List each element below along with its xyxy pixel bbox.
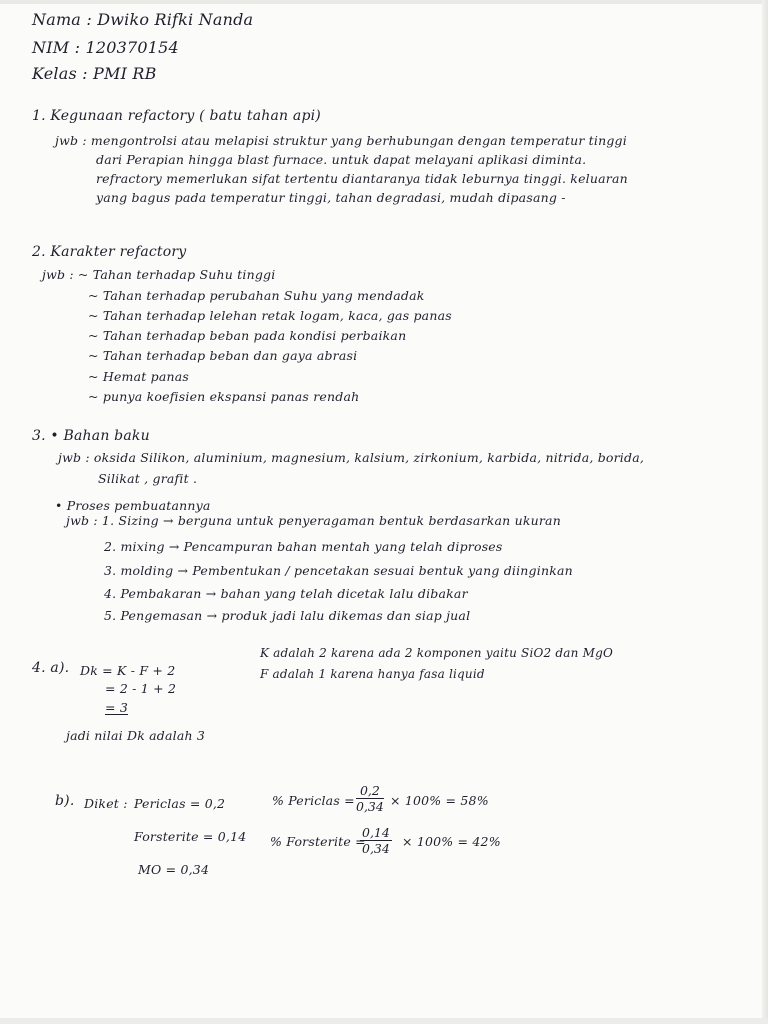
q4b-periclas-given: Periclas = 0,2 — [134, 796, 226, 811]
q4a-note-2: F adalah 1 karena hanya fasa liquid — [260, 667, 485, 681]
header-nama: Nama : Dwiko Rifki Nanda — [32, 10, 254, 29]
q1-line-4: yang bagus pada temperatur tinggi, tahan degradasi, mudah dipasang - — [96, 190, 566, 205]
q2-item-3: ~ Tahan terhadap lelehan retak logam, kaca, gas panas — [88, 308, 452, 323]
q2-item-7: ~ punya koefisien ekspansi panas rendah — [88, 389, 360, 404]
q4b-diket-label: Diket : — [84, 796, 128, 811]
q4b-forsterite-given: Forsterite = 0,14 — [134, 829, 247, 844]
q4a-eq-1: Dk = K - F + 2 — [80, 663, 176, 678]
q4b-periclas-result: × 100% = 58% — [390, 793, 489, 808]
q3-proses-3: 3. molding → Pembentukan / pencetakan sesuai bentuk yang diinginkan — [104, 563, 573, 578]
q2-item-1: jwb : ~ Tahan terhadap Suhu tinggi — [42, 267, 276, 282]
q4a-eq-2: = 2 - 1 + 2 — [105, 681, 177, 696]
q4a-note-1: K adalah 2 karena ada 2 komponen yaitu SiO2 dan MgO — [260, 646, 613, 660]
q1-line-3: refractory memerlukan sifat tertentu diantaranya tidak leburnya tinggi. keluaran — [96, 171, 628, 186]
q3-proses-5: 5. Pengemasan → produk jadi lalu dikemas dan siap jual — [104, 608, 471, 623]
q1-line-2: dari Perapian hingga blast furnace. untuk dapat melayani aplikasi diminta. — [96, 152, 587, 167]
paper-edge-bottom — [0, 1018, 768, 1024]
q4b-periclas-fraction — [356, 784, 384, 814]
q4b-periclas-numerator: 0,2 — [356, 784, 384, 799]
q1-title: 1. Kegunaan refactory ( batu tahan api) — [32, 108, 321, 124]
q4b-forsterite-pct-label: % Forsterite = — [270, 834, 366, 849]
q3-bahan-1: jwb : oksida Silikon, aluminium, magnesium, kalsium, zirkonium, karbida, nitrida, borida, — [58, 450, 645, 465]
q2-item-4: ~ Tahan terhadap beban pada kondisi perbaikan — [88, 328, 407, 343]
q4b-forsterite-fraction — [360, 826, 392, 856]
q4a-label: 4. a). — [32, 660, 70, 676]
q3-proses-title: • Proses pembuatannya — [55, 498, 211, 513]
q3-proses-2: 2. mixing → Pencampuran bahan mentah yang telah diproses — [104, 539, 503, 554]
header-kelas: Kelas : PMI RB — [32, 64, 157, 83]
paper-edge-top — [0, 0, 768, 4]
paper-edge-right — [762, 0, 768, 1024]
q2-item-5: ~ Tahan terhadap beban dan gaya abrasi — [88, 348, 358, 363]
header-nim: NIM : 120370154 — [32, 38, 179, 57]
q4a-conclusion: jadi nilai Dk adalah 3 — [66, 728, 206, 743]
q1-line-1: jwb : mengontrolsi atau melapisi struktur yang berhubungan dengan temperatur tinggi — [55, 133, 627, 148]
q4b-periclas-pct-label: % Periclas = — [272, 793, 355, 808]
q3-bahan-2: Silikat , grafit . — [98, 471, 198, 486]
q2-item-2: ~ Tahan terhadap perubahan Suhu yang mendadak — [88, 288, 425, 303]
q4b-forsterite-numerator: 0,14 — [362, 825, 390, 840]
q2-title: 2. Karakter refactory — [32, 244, 187, 260]
q2-item-6: ~ Hemat panas — [88, 369, 190, 384]
q3-proses-4: 4. Pembakaran → bahan yang telah dicetak lalu dibakar — [104, 586, 468, 601]
q3-proses-1: jwb : 1. Sizing → berguna untuk penyeragaman bentuk berdasarkan ukuran — [66, 513, 561, 528]
q4b-forsterite-denominator: 0,34 — [362, 841, 390, 856]
q4b-forsterite-result: × 100% = 42% — [402, 834, 501, 849]
q4b-mo-given: MO = 0,34 — [138, 862, 210, 877]
q4b-periclas-denominator: 0,34 — [356, 799, 384, 814]
q3-title: 3. • Bahan baku — [32, 428, 150, 444]
q4a-eq-3: = 3 — [105, 700, 128, 715]
q4b-label: b). — [55, 793, 75, 809]
